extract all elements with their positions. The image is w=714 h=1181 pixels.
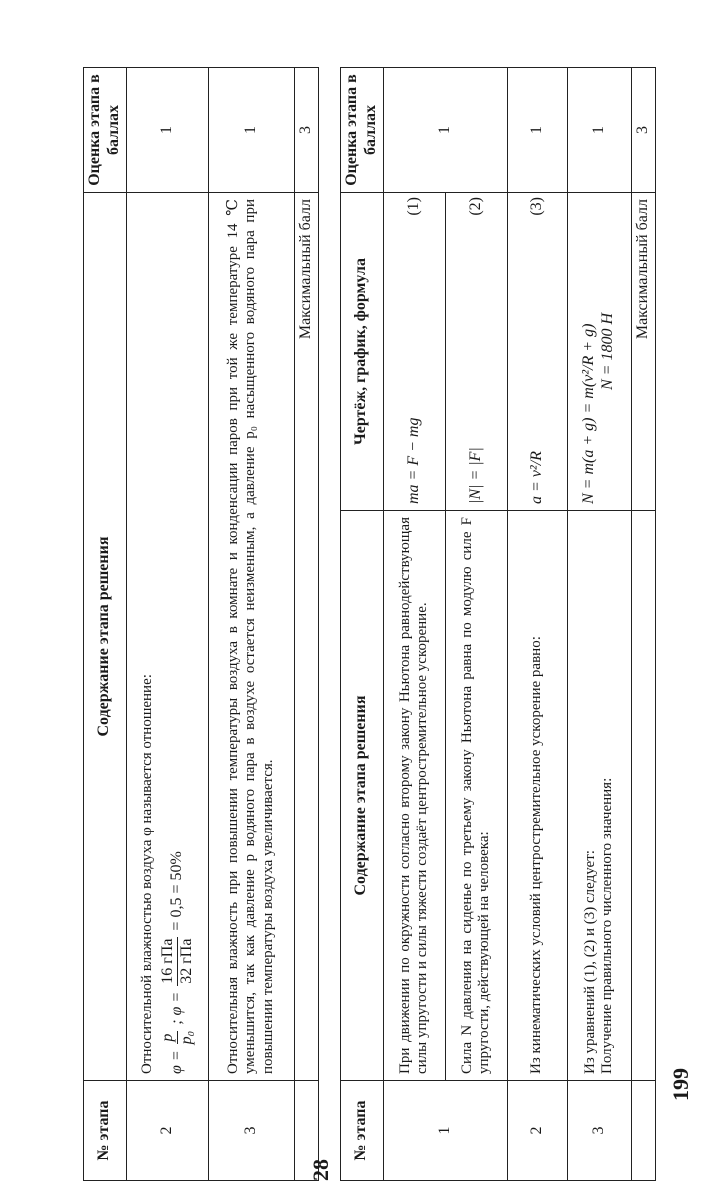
formula-header: Чертёж, график, формула: [341, 193, 384, 511]
formula-cell: ma = F − mg (1): [383, 193, 445, 511]
grading-table-1: [83, 67, 319, 1181]
formula-cell: a = v²/R (3): [507, 193, 567, 511]
formula-cell: N = m(a + g) = m(v²/R + g) N = 1800 Н: [567, 193, 631, 511]
stage-content: Относительная влажность при повышении температуры воздуха в комнате и конденсации паров при той же температуре 14 ℃ уменьшится, так как давление p водяного пара в воздухе остается неизменным, а давление p₀ насыщенного водяного пара при повышении температуры воздуха увеличивается.: [208, 193, 294, 1081]
page-number: 199: [668, 1068, 693, 1101]
stage-number-header: № этапа: [84, 1081, 127, 1181]
stage-score: 1: [126, 68, 208, 193]
content-intro: Относительной влажностью воздуха φ называется отношение:: [139, 674, 156, 1074]
fraction-p-p0: p p₀: [159, 1030, 195, 1045]
formula-cell: |N| = |F| (2): [445, 193, 507, 511]
total-label: Максимальный балл: [294, 193, 318, 1081]
table1-header-row: [84, 68, 127, 1181]
total-score: 3: [294, 68, 318, 193]
stage-content: Из уравнений (1), (2) и (3) следует: Получение правильного численного значения:: [567, 511, 631, 1081]
stage-score: 1: [208, 68, 294, 193]
stage-content: При движении по окружности согласно второму закону Ньютона равнодействующая силы упругости и силы тяжести создаёт центростремительное ускорение.: [383, 511, 445, 1081]
table-row: [383, 68, 445, 1181]
table-row: [208, 68, 294, 1181]
stage-content-header: Содержание этапа решения: [341, 511, 384, 1081]
stage-number: 3: [567, 1081, 631, 1181]
total-row: [294, 68, 318, 1181]
fraction-pressures: 16 гПа 32 гПа: [159, 938, 195, 984]
humidity-formula: φ = p p₀ ; φ = 16 гПа 32 гПа = 0,5 = 50%: [159, 851, 195, 1074]
stage-number: 2: [126, 1081, 208, 1181]
total-score: 3: [631, 68, 655, 193]
table-row: [567, 68, 631, 1181]
stage-number: 3: [208, 1081, 294, 1181]
problem-number: 28: [308, 1159, 333, 1181]
equation-number: (3): [527, 197, 545, 216]
stage-number-header: № этапа: [341, 1081, 384, 1181]
stage-score: 1: [567, 68, 631, 193]
stage-number: 1: [383, 1081, 507, 1181]
score-header: Оценка этапа в баллах: [341, 68, 384, 193]
table-row: [126, 68, 208, 1181]
stage-score: 1: [507, 68, 567, 193]
stage-number: 2: [507, 1081, 567, 1181]
score-header: Оценка этапа в баллах: [84, 68, 127, 193]
grading-table-2: [340, 67, 656, 1181]
table-row: [445, 68, 507, 1181]
total-row: [631, 68, 655, 1181]
total-label: Максимальный балл: [631, 193, 655, 511]
table-row: [507, 68, 567, 1181]
stage-content: Сила N давления на сиденье по третьему закону Ньютона равна по модулю силе F упругости, действующей на человека:: [445, 511, 507, 1081]
stage-content: Из кинематических условий центростремительное ускорение равно:: [507, 511, 567, 1081]
stage-content-header: Содержание этапа решения: [84, 193, 127, 1081]
equation-number: (1): [404, 197, 422, 216]
table2-header-row: [341, 68, 384, 1181]
equation-number: (2): [466, 197, 484, 216]
stage-score: 1: [383, 68, 507, 193]
stage-content: [126, 193, 208, 1081]
